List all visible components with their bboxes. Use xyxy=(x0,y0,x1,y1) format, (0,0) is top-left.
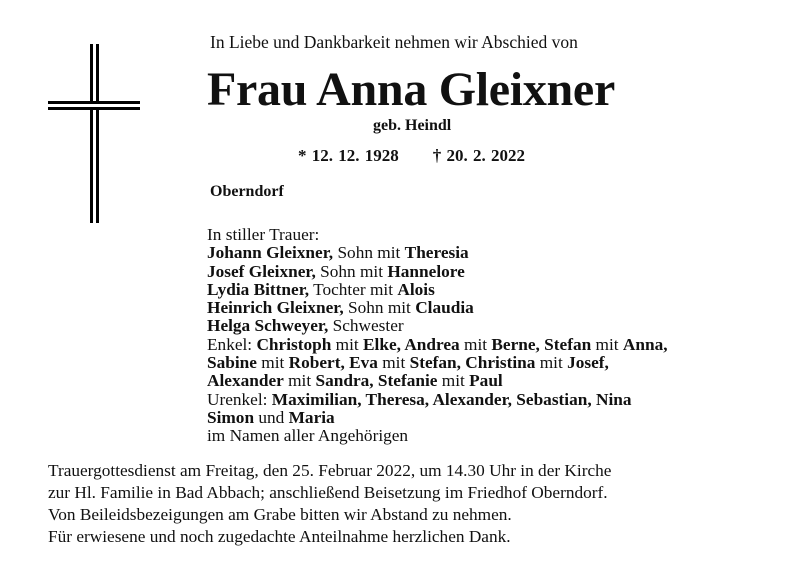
mourner-text: und xyxy=(254,407,289,427)
mourner-text: mit xyxy=(256,353,289,373)
footer-line: Von Beileidsbezeigungen am Grabe bitten wir Abstand zu nehmen. xyxy=(48,505,512,524)
mourner-text: Sohn mit xyxy=(343,298,416,318)
place: Oberndorf xyxy=(210,183,284,200)
mourner-line xyxy=(207,391,668,409)
mourner-text: mit xyxy=(283,371,316,391)
mourner-line xyxy=(207,427,668,445)
mourner-text: Tochter mit xyxy=(309,279,398,299)
mourner-line xyxy=(207,244,668,262)
mourner-name: Alois xyxy=(397,279,435,299)
birth-name: geb. Heindl xyxy=(373,117,452,134)
mourner-name: Maximilian, Theresa, Alexander, Sebastian, Nina xyxy=(271,389,632,409)
mourner-name: Helga Schweyer, xyxy=(207,316,329,336)
mourner-text: mit xyxy=(591,334,623,354)
intro-text: In Liebe und Dankbarkeit nehmen wir Abschied von xyxy=(210,32,578,52)
mourner-name: Maria xyxy=(288,407,335,427)
life-dates xyxy=(298,146,525,166)
mourner-text: mit xyxy=(437,371,470,391)
mourner-text: mit xyxy=(377,353,410,373)
mourner-line xyxy=(207,281,668,299)
mourner-line xyxy=(207,299,668,317)
mourners-list xyxy=(207,226,668,446)
mourner-name: Berne, Stefan xyxy=(491,334,592,354)
mourner-name: Sabine xyxy=(207,353,257,373)
mourner-name: Paul xyxy=(469,371,503,391)
birth-date: * 12. 12. 1928 xyxy=(298,146,399,165)
mourner-name: Alexander xyxy=(207,371,284,391)
mourner-name: Robert, Eva xyxy=(288,353,378,373)
mourner-name: Josef Gleixner, xyxy=(207,261,316,281)
mourner-line xyxy=(207,372,668,390)
mourner-name: Theresia xyxy=(404,243,469,263)
death-date: † 20. 2. 2022 xyxy=(432,146,525,165)
mourner-text: In stiller Trauer: xyxy=(207,225,320,244)
footer-line: Trauergottesdienst am Freitag, den 25. Februar 2022, um 14.30 Uhr in der Kirche xyxy=(48,461,612,480)
mourner-line xyxy=(207,317,668,335)
mourner-text: Urenkel: xyxy=(207,389,272,409)
mourner-name: Claudia xyxy=(415,298,474,318)
mourner-name: Heinrich Gleixner, xyxy=(207,298,344,318)
mourner-name: Johann Gleixner, xyxy=(207,243,334,263)
footer-text xyxy=(48,460,611,548)
mourner-name: Hannelore xyxy=(387,261,465,281)
mourner-text: Enkel: xyxy=(207,334,257,354)
mourner-name: Anna, xyxy=(622,334,668,354)
mourner-line xyxy=(207,263,668,281)
mourner-text: Schwester xyxy=(328,316,404,336)
mourner-text: mit xyxy=(535,353,568,373)
mourner-name: Christoph xyxy=(256,334,332,354)
mourner-name: Elke, Andrea xyxy=(363,334,460,354)
mourner-name: Josef, xyxy=(567,353,609,373)
mourner-line xyxy=(207,336,668,354)
mourner-name: Stefan, Christina xyxy=(409,353,536,373)
mourner-name: Sandra, Stefanie xyxy=(315,371,438,391)
mourner-text: im Namen aller Angehörigen xyxy=(207,426,409,446)
mourner-text: Sohn mit xyxy=(333,243,405,263)
footer-line: zur Hl. Familie in Bad Abbach; anschließend Beisetzung im Friedhof Oberndorf. xyxy=(48,483,608,502)
mourner-text: mit xyxy=(331,334,364,354)
mourner-line xyxy=(207,226,668,244)
mourner-name: Lydia Bittner, xyxy=(207,279,310,299)
mourner-line xyxy=(207,354,668,372)
mourner-text: mit xyxy=(459,334,492,354)
deceased-name: Frau Anna Gleixner xyxy=(207,63,615,116)
footer-line: Für erwiesene und noch zugedachte Anteilnahme herzlichen Dank. xyxy=(48,527,511,546)
mourner-name: Simon xyxy=(207,407,255,427)
mourner-text: Sohn mit xyxy=(315,261,388,281)
mourner-line xyxy=(207,409,668,427)
